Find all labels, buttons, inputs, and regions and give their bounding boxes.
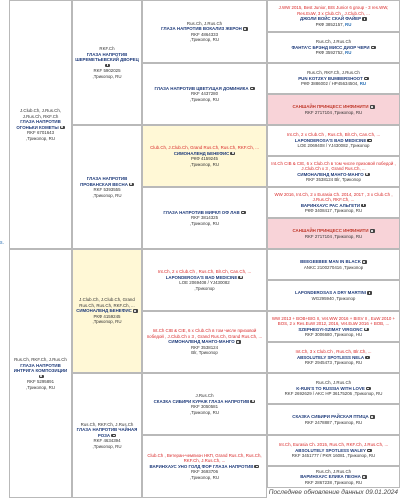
camera-icon[interactable] bbox=[60, 126, 65, 130]
dog-name[interactable]: LAPONDEROSA'S BAD MEDICINE bbox=[295, 138, 373, 144]
gen3-cell-3[interactable] bbox=[142, 125, 267, 187]
origin: ,Трикопор, RU bbox=[25, 135, 55, 141]
dog-name[interactable]: САНШАЙН ПРИНЦЕСС ИНФИНИТИ bbox=[292, 104, 374, 110]
titles: Rus.Ch, RKF.Ch, J.Rus.Ch bbox=[80, 421, 134, 427]
dog-name[interactable]: ABSOLUTELY SPOTLESS NELA bbox=[297, 355, 370, 361]
camera-icon[interactable] bbox=[370, 105, 375, 109]
camera-icon[interactable] bbox=[371, 46, 376, 50]
camera-icon[interactable] bbox=[39, 375, 44, 379]
registration: RKF 3538124 bbox=[190, 344, 219, 350]
registration: RKF 3693706 bbox=[190, 469, 219, 475]
gen3-cell-8[interactable] bbox=[142, 435, 267, 498]
registration: RKF 4437280 bbox=[190, 91, 219, 97]
registration-line: RKF 2867238 ,Трикопор, RU bbox=[304, 479, 363, 485]
origin: ,Трикопор, RU bbox=[189, 161, 219, 167]
left-edge-strip bbox=[0, 0, 9, 498]
camera-icon[interactable] bbox=[367, 291, 372, 295]
dog-name[interactable]: ВАРИНХАУС РАС АЛЬГЕТИ bbox=[301, 203, 366, 209]
titles: Int.Ch, Eurasia Ch. 2015, Rus.Ch, RKF.Ch, J.Rus.Ch, ... bbox=[278, 442, 389, 448]
registration-line: RKF 2717104 ,Трикопор, RU bbox=[304, 233, 363, 239]
registration-line: РКФ 3886002 / НР45634504, RU bbox=[300, 81, 367, 87]
origin: ,Трикопор, RU bbox=[189, 96, 219, 102]
registration-line: WG295940 ,Трикопор bbox=[311, 295, 356, 301]
dog-name[interactable]: СКАЗКА СИБИРИ РАЙСКАЯ ПТИЦА bbox=[292, 414, 374, 420]
registration: РКФ 4159245 bbox=[191, 156, 218, 161]
camera-icon[interactable] bbox=[243, 27, 248, 31]
titles: Rus.Ch, J.Rus.Ch bbox=[315, 380, 352, 386]
gen4-cell-6[interactable] bbox=[267, 156, 400, 187]
gen4-cell-11[interactable] bbox=[267, 311, 400, 342]
gen4-cell-16[interactable] bbox=[267, 466, 400, 488]
registration-line: РКФ 3408417 ,Трикопор, RU bbox=[304, 208, 363, 213]
camera-icon[interactable] bbox=[365, 356, 370, 360]
camera-icon[interactable] bbox=[111, 434, 116, 438]
gen3-cell-2[interactable] bbox=[142, 63, 267, 125]
titles: J.Club.Ch, J.Club.Ch, Grand Rus.Ch, Rus.Ch, RKF.Ch, ... bbox=[79, 297, 135, 308]
gen4-cell-3[interactable] bbox=[267, 63, 400, 94]
titles: RKF.Ch bbox=[99, 46, 115, 51]
dog-name[interactable]: ГЛАЗА НАПРОТИВ ОГОНЬКИ КОМЕТЫ bbox=[12, 119, 69, 130]
camera-icon[interactable] bbox=[241, 211, 246, 215]
registration: RKF 5295891 bbox=[26, 379, 55, 384]
dog-name[interactable]: ГЛАЗА НАПРОТИВ ЧАЙНАЯ РОЗА bbox=[76, 427, 138, 438]
titles: J.WW 2015, Best Junior, BIS Junior 6 group - 3 res.WW, Res.EuW, 3 x Club.Ch , J.Club.Ch, ... bbox=[278, 5, 389, 16]
dog-name[interactable]: K-RUN'S TO RUSSIA WITH LOVE bbox=[296, 386, 371, 392]
registration: RKF 4634394 bbox=[93, 438, 121, 444]
registration: RKF 3814325 bbox=[190, 215, 219, 221]
origin: ,Трикопор, RU bbox=[189, 409, 219, 415]
gen3-cell-5[interactable] bbox=[142, 249, 267, 311]
gen4-cell-14[interactable] bbox=[267, 404, 400, 435]
gen4-cell-12[interactable] bbox=[267, 342, 400, 373]
camera-icon[interactable] bbox=[250, 400, 255, 404]
dog-name[interactable]: ГЛАЗА НАПРОТИВ ЦВЕТУЩАЯ ДОМИНИКА bbox=[155, 86, 255, 92]
titles: WW 2013 + BOB+BIG II, Vet.WW 2016 + BISV II , EuW 2010 + BOS, 2 x Res.EuW 2012, 2016, Vet.EuW 2016 + BOB, ... bbox=[271, 315, 396, 326]
dog-name[interactable]: САНШАЙН ПРИНЦЕСС ИНФИНИТИ bbox=[292, 228, 374, 234]
gen4-cell-5[interactable] bbox=[267, 125, 400, 156]
origin: ,Трикопор, RU bbox=[25, 384, 55, 390]
titles: Int.Ch, 2 x Club.Ch , Rus.Ch, Blr.Ch, Can.Ch, ... bbox=[157, 269, 252, 274]
dog-name[interactable]: СКАЗКА СИБИРИ КУРАЖ ГЛАЗА НАПРОТИВ bbox=[154, 399, 256, 405]
registration-line: RKF 3538124 Blr, Трикопор bbox=[306, 177, 361, 182]
registration: RKF 4864333 bbox=[190, 31, 219, 37]
registration: RKF 5393555 bbox=[93, 187, 121, 192]
dog-name[interactable]: СИМОНАЛЕНД МАНГО-МАНГО bbox=[297, 172, 369, 178]
camera-icon[interactable] bbox=[236, 340, 241, 344]
origin: ,Трикопор, RU bbox=[92, 319, 122, 325]
titles: Rus.Ch, J.Rus.Ch bbox=[315, 39, 352, 45]
camera-icon[interactable] bbox=[370, 229, 375, 233]
registration-line: RKF 2478887 ,Трикопор, RU bbox=[304, 419, 363, 425]
origin: ,Трикопор, RU bbox=[189, 37, 219, 42]
gen4-cell-7[interactable] bbox=[267, 187, 400, 218]
camera-icon[interactable] bbox=[366, 387, 371, 391]
titles: Rus.Ch, RKF.Ch, J.Rus.Ch bbox=[14, 357, 67, 362]
gen3-cell-4[interactable] bbox=[142, 187, 267, 249]
titles: WW 2016, Int.Ch, 2 x Eurasia Ch. 2014, 2017 , 3 x Club.Ch , J.Rus.Ch, RKF.Ch, ... bbox=[274, 191, 393, 202]
dog-name[interactable]: СИМОНАЛЕНД МАНГО-МАНГО bbox=[168, 339, 240, 345]
origin: ,Трикопор bbox=[194, 285, 215, 291]
dog-name[interactable]: СИМОНАЛЕНД БЕНЕФИС bbox=[76, 308, 138, 314]
titles: Int.Ch, 3 x Club.Ch , Rus.Ch, Blr.Ch, ... bbox=[295, 349, 372, 355]
origin: ,Трикопор, RU bbox=[92, 192, 122, 198]
gen4-cell-15[interactable] bbox=[267, 435, 400, 466]
dog-name[interactable]: ГЛАЗА НАПРОТИВ ВОКАЛИЗ ЖЕРОН bbox=[161, 26, 248, 32]
camera-icon[interactable] bbox=[365, 173, 370, 177]
camera-icon[interactable] bbox=[362, 260, 367, 264]
registration: РКФ 4159245 bbox=[93, 313, 121, 319]
dog-name[interactable]: BEEGEEBEE MAN IN BLACK bbox=[300, 259, 367, 265]
registration-line: ANKC 2100270416 ,Трикопор bbox=[303, 264, 364, 270]
registration-line: РКФ 3592752, RU bbox=[315, 50, 352, 56]
dog-name[interactable]: ABSOLUTELY SPOTLESS WALEY bbox=[295, 448, 372, 454]
titles: J.Club.Ch, J.Rus.Ch, J.Rus.Ch, RKF.Ch bbox=[20, 108, 61, 119]
camera-icon[interactable] bbox=[133, 309, 138, 313]
gen4-cell-2[interactable] bbox=[267, 32, 400, 63]
last-updated-note: Последнее обновление данных 09.01.2024 bbox=[268, 489, 398, 496]
camera-icon[interactable] bbox=[254, 465, 259, 469]
gen2-cell-1[interactable] bbox=[72, 0, 142, 125]
gen3-cell-6[interactable] bbox=[142, 311, 267, 373]
titles: Rus.Ch, J.Rus.Ch bbox=[315, 468, 352, 474]
camera-icon[interactable] bbox=[362, 475, 367, 479]
camera-icon[interactable] bbox=[364, 328, 369, 332]
camera-icon[interactable] bbox=[367, 449, 372, 453]
registration: RKF 5902025 bbox=[93, 68, 121, 73]
gen4-cell-8[interactable] bbox=[267, 218, 400, 249]
titles: Rus.Ch, RKF.Ch, J.Rus.Ch bbox=[307, 70, 360, 76]
registration-line: RKF 3006680 ,Трикопор, HU bbox=[304, 332, 363, 337]
registration: RKF 3050581 bbox=[190, 404, 219, 409]
origin: ,Трикопор, RU bbox=[189, 474, 219, 480]
gen2-cell-3[interactable] bbox=[72, 249, 142, 373]
registration: LOE 2069408 / YJ430082 bbox=[179, 280, 230, 285]
registration: RKF 6701643 bbox=[26, 130, 55, 135]
origin: ,Трикопор, RU bbox=[92, 443, 122, 449]
gen3-cell-7[interactable] bbox=[142, 373, 267, 435]
camera-icon[interactable] bbox=[367, 139, 372, 143]
camera-icon[interactable] bbox=[361, 204, 366, 208]
dog-name[interactable]: SZEPHEGYI-SZIMAT VIRGONC bbox=[298, 327, 368, 333]
camera-icon[interactable] bbox=[364, 77, 369, 81]
dog-name[interactable]: ГЛАЗА НАПРОТИВ ШЕРЕМЕТЬЕВСКИЙ ДВОРЕЦ bbox=[75, 52, 139, 69]
gen1-cell-dam[interactable] bbox=[9, 249, 72, 498]
titles: J.Rus.Ch bbox=[195, 393, 214, 398]
left-edge-marker: s. bbox=[0, 240, 4, 246]
camera-icon[interactable] bbox=[370, 415, 375, 419]
gen4-cell-4[interactable] bbox=[267, 94, 400, 125]
gen4-cell-13[interactable] bbox=[267, 373, 400, 404]
gen4-cell-10[interactable] bbox=[267, 280, 400, 311]
registration-line: RKF 2945473 ,Трикопор, RU bbox=[304, 360, 363, 366]
titles: Int.Ch, 2 x Club.Ch , Rus.Ch, Blr.Ch, Can.Ch, ... bbox=[286, 132, 381, 138]
dog-name[interactable]: ГЛАЗА НАПРОТИВ ИНТРИГА КОМПОЗИЦИИ bbox=[12, 363, 69, 380]
gen4-cell-9[interactable] bbox=[267, 249, 400, 280]
registration-line: RKF 3451777 / PKR 16081 ,Трикопор, RU bbox=[291, 453, 376, 459]
camera-icon[interactable] bbox=[362, 17, 367, 21]
dog-name[interactable]: LAPONDEROSAS A DRY MARTINI bbox=[295, 290, 372, 296]
camera-icon[interactable] bbox=[238, 276, 243, 280]
dog-name[interactable]: ВАРИНХАУС ЕЛИКА ПЕОНА bbox=[300, 474, 367, 480]
registration-line: LOE 2069408 / YJ430082 ,Трикопор bbox=[297, 143, 370, 149]
dog-name[interactable]: PUN KOTZKY BUMBERSHOOT bbox=[298, 76, 369, 82]
registration-line: РКФ 3852157, RU bbox=[315, 21, 352, 27]
dog-name[interactable]: ДЖОЛИ ВОЙС СКАЙ ФАЙЕР bbox=[300, 16, 367, 22]
dog-name[interactable]: ГЛАЗА НАПРОТИВ ПРОВАНСКАЯ ВЕСНА bbox=[75, 176, 139, 187]
dog-name[interactable]: ФАНТА'С БРЭНД МИСС ДИОР ЧЕРИ bbox=[291, 45, 375, 51]
camera-icon[interactable] bbox=[250, 87, 255, 91]
gen4-cell-1[interactable] bbox=[267, 0, 400, 32]
registration-line: RKF 2692629 / AKC HP 36175206 ,Трикопор, RU bbox=[284, 391, 383, 397]
titles: Int.Ch CIB & CIE, 6 x Club.Ch в том числе призовой победой , J.Club.Ch x 3 , Grand Rus.Ch, Grand Rus.Ch, ... bbox=[146, 328, 263, 339]
gen3-cell-1[interactable] bbox=[142, 0, 267, 63]
gen2-cell-4[interactable] bbox=[72, 373, 142, 498]
camera-icon[interactable] bbox=[105, 64, 110, 68]
camera-icon[interactable] bbox=[230, 152, 235, 156]
gen2-cell-2[interactable] bbox=[72, 125, 142, 249]
titles: Rus.Ch, J.Rus.Ch bbox=[186, 20, 223, 26]
titles: Club.Ch , Ветеран-чемпион НКП, Grand Rus.Ch, Rus.Ch, RKF.Ch, J.Rus.Ch, ... bbox=[147, 452, 262, 464]
origin: ,Трикопор, RU bbox=[92, 73, 122, 79]
origin: ,Трикопор, RU bbox=[189, 220, 219, 226]
origin: Blr, Трикопор bbox=[191, 350, 218, 356]
dog-name[interactable]: ГЛАЗА НАПРОТИВ МИРКЛ ОФ ЛАВ bbox=[163, 210, 245, 216]
camera-icon[interactable] bbox=[129, 183, 134, 187]
titles: Int.Ch CIB & CIE, 6 x Club.Ch в том числе призовой победой , J.Club.Ch x 3 , Grand Rus.Ch, ... bbox=[271, 160, 396, 171]
dog-name[interactable]: ВАРИНХАУС УНО ГОЛД ФОР ГЛАЗА НАПРОТИВ bbox=[150, 464, 260, 470]
dog-name[interactable]: LAPONDEROSA'S BAD MEDICINE bbox=[166, 275, 244, 281]
dog-name[interactable]: СИМОНАЛЕНД БЕНЕФИС bbox=[174, 151, 236, 157]
gen1-cell-sire[interactable] bbox=[9, 0, 72, 249]
titles: Club.Ch, J.Club.Ch, Grand Rus.Ch, Rus.Ch, RKF.Ch, ... bbox=[150, 145, 259, 150]
registration-line: RKF 2717104 ,Трикопор, RU bbox=[304, 109, 363, 115]
